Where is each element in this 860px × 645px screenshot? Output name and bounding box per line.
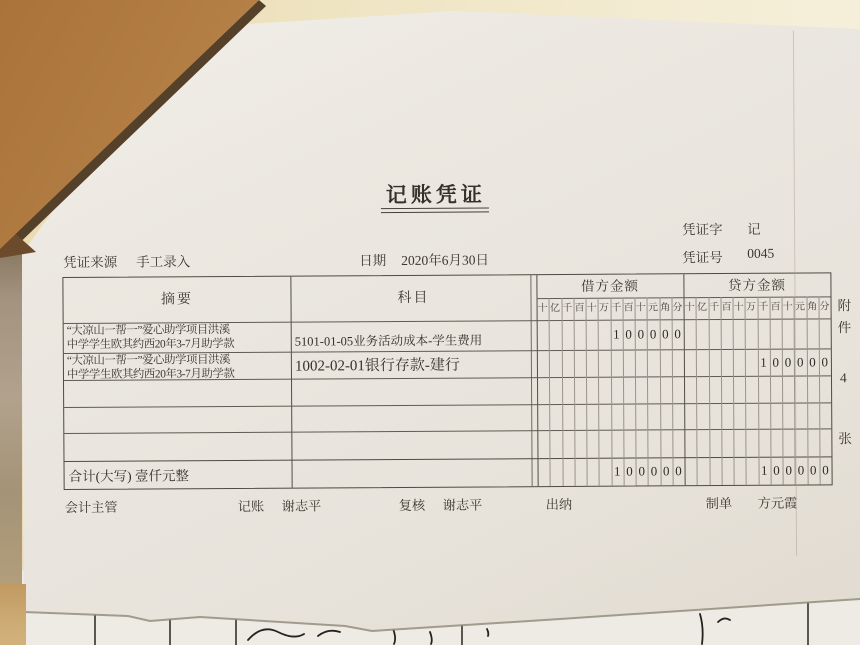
account-cell: 5101-01-05业务活动成本-学生费用 — [294, 333, 483, 349]
desk-shadow-strip — [0, 246, 22, 606]
digit-header-cell: 千 — [758, 301, 769, 313]
signature-value-bookkeeper: 谢志平 — [281, 498, 322, 514]
digit-header-cell: 亿 — [696, 302, 707, 314]
digit-header-cell: 亿 — [549, 303, 560, 315]
digit-header-cell: 十 — [782, 301, 793, 313]
debit-header: 借方金额 — [580, 278, 639, 294]
table-row-line — [64, 402, 831, 408]
digit-header-cell: 万 — [745, 301, 756, 313]
digit-column-line — [708, 297, 710, 485]
attachment-char: 件 — [837, 320, 852, 336]
amount-digit: 0 — [675, 463, 682, 479]
digit-header-cell: 千 — [611, 302, 622, 314]
amount-digit: 0 — [772, 354, 780, 370]
title-underline — [381, 207, 489, 213]
amount-digit: 0 — [662, 326, 669, 342]
number-label: 凭证号 — [682, 250, 723, 266]
envelope-bottom-strip — [0, 584, 26, 645]
attachment-char: 张 — [838, 431, 852, 447]
digit-header-cell: 百 — [623, 302, 634, 314]
digit-header-cell: 万 — [598, 302, 609, 314]
digit-header-cell: 角 — [660, 302, 671, 314]
amount-digit: 0 — [638, 463, 645, 479]
digit-header-cell: 百 — [574, 302, 585, 314]
digit-header-cell: 十 — [684, 302, 695, 314]
amount-digit: 0 — [797, 462, 805, 478]
digit-column-line — [573, 298, 575, 486]
source-value: 手工录入 — [136, 254, 191, 270]
document-title: 记账凭证 — [385, 182, 486, 208]
digit-header-cell: 百 — [721, 301, 732, 314]
amount-digit: 0 — [809, 462, 817, 478]
date-value: 2020年6月30日 — [401, 252, 490, 268]
digit-column-line — [733, 297, 735, 485]
table-row-line — [64, 428, 831, 434]
summary-line: “大凉山一帮一”爱心助学项目洪溪 — [66, 324, 230, 338]
digit-column-line — [586, 298, 588, 486]
digit-header-cell: 元 — [647, 302, 658, 314]
digit-header-cell: 十 — [537, 303, 548, 315]
amount-digit: 0 — [662, 463, 670, 479]
source-label: 凭证来源 — [63, 254, 118, 271]
amount-digit: 0 — [626, 463, 633, 479]
summary-line: 中学学生欧其约西20年3-7月助学款 — [66, 367, 235, 381]
signature-label-reviewer: 复核 — [398, 497, 426, 513]
amount-digit: 0 — [650, 463, 658, 479]
summary-line: “大凉山一帮一”爱心助学项目洪溪 — [66, 354, 231, 368]
digit-header-cell: 千 — [709, 302, 720, 314]
amount-digit: 1 — [760, 354, 767, 370]
amount-digit: 0 — [785, 462, 792, 478]
total-label: 合计(大写) 壹仟元整 — [68, 468, 190, 485]
signature-label-cashier: 出纳 — [545, 496, 573, 513]
amount-digit: 0 — [822, 462, 829, 478]
attachment-count: 4 — [839, 370, 847, 386]
date-label: 日期 — [359, 253, 387, 269]
number-value: 0045 — [747, 245, 775, 261]
summary-header: 摘要 — [160, 292, 194, 308]
amount-digit: 0 — [625, 326, 632, 342]
digit-column-line — [549, 298, 551, 486]
amount-digit: 1 — [613, 326, 620, 342]
digit-header-cell: 十 — [733, 301, 744, 313]
amount-digit: 0 — [773, 462, 780, 478]
signature-label-bookkeeper: 记账 — [237, 498, 265, 514]
signature-label-supervisor: 会计主管 — [64, 499, 118, 516]
digit-column-line — [745, 297, 747, 485]
summary-line: 中学学生欧其约西20年3-7月助学款 — [66, 337, 235, 351]
amount-digit: 0 — [784, 354, 792, 370]
summary-cell — [67, 354, 289, 383]
voucher-word-value: 记 — [747, 221, 761, 237]
digit-header-cell: 角 — [807, 301, 818, 313]
amount-digit: 0 — [674, 326, 681, 342]
digit-header-cell: 分 — [819, 301, 830, 313]
account-header: 科目 — [397, 290, 430, 306]
amount-digit: 0 — [796, 354, 804, 370]
account-cell: 1002-02-01银行存款-建行 — [294, 357, 460, 375]
amount-digit: 1 — [760, 462, 768, 478]
voucher-word-label: 凭证字 — [682, 222, 723, 238]
digit-header-cell: 元 — [794, 301, 805, 313]
digit-header-cell: 分 — [672, 302, 683, 314]
digit-header-cell: 十 — [586, 302, 597, 314]
digit-column-line — [561, 298, 563, 486]
amount-digit: 1 — [613, 463, 621, 479]
voucher-table — [62, 272, 832, 490]
signature-value-reviewer: 谢志平 — [442, 497, 483, 513]
digit-header-cell: 十 — [635, 302, 646, 314]
digit-column-line — [696, 297, 698, 485]
digit-header-cell: 百 — [770, 301, 781, 313]
signature-label-preparer: 制单 — [705, 495, 733, 512]
amount-digit: 0 — [821, 354, 829, 370]
summary-cell — [67, 324, 289, 353]
amount-digit: 0 — [649, 326, 657, 342]
attachment-char: 附 — [837, 298, 852, 314]
signature-value-preparer: 方元霞 — [757, 495, 798, 511]
credit-header: 贷方金额 — [727, 277, 786, 293]
digit-column-line — [598, 298, 600, 486]
amount-digit: 0 — [809, 354, 816, 370]
digit-header-cell: 千 — [562, 302, 573, 314]
digit-column-line — [720, 297, 722, 485]
amount-digit: 0 — [637, 326, 645, 342]
